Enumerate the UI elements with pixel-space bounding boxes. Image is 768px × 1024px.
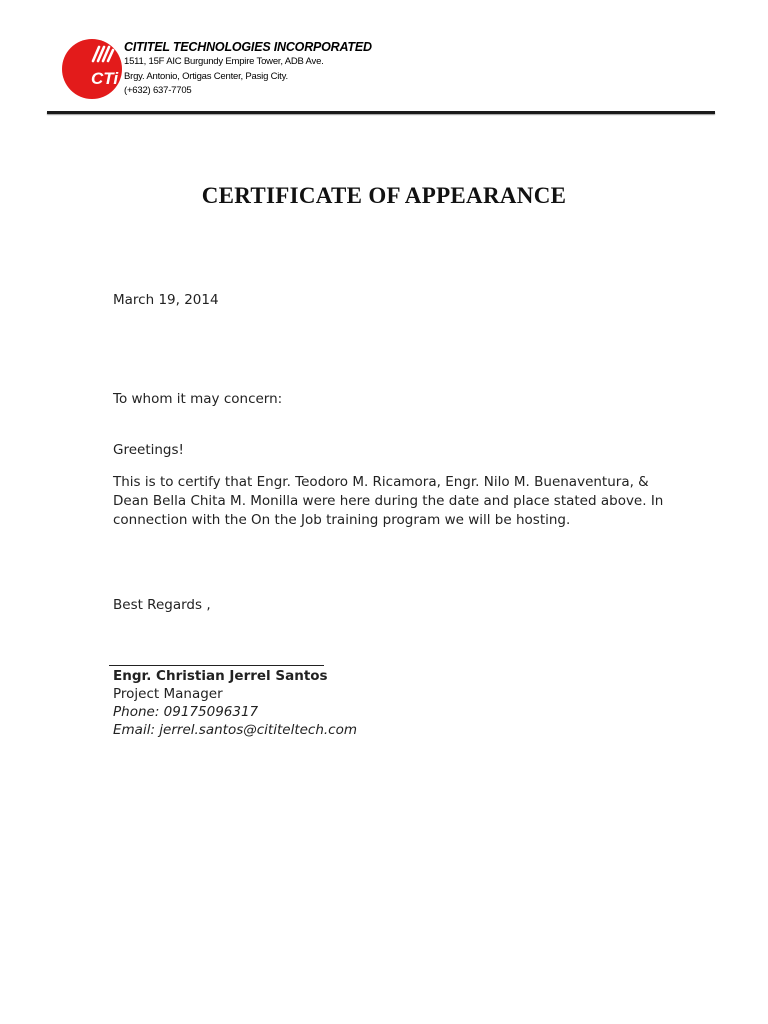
letter-greeting: Greetings! xyxy=(113,442,184,458)
letterhead-divider xyxy=(47,111,715,114)
company-phone: (+632) 637-7705 xyxy=(124,85,192,96)
signature-block xyxy=(113,667,357,739)
letter-date: March 19, 2014 xyxy=(113,292,219,308)
signatory-email[interactable]: Email: jerrel.santos@cititeltech.com xyxy=(113,722,358,738)
company-info xyxy=(124,39,372,99)
signatory-phone: Phone: 09175096317 xyxy=(113,704,259,720)
company-name: CITITEL TECHNOLOGIES INCORPORATED xyxy=(124,40,372,54)
logo-text: CTi xyxy=(91,69,119,88)
signature-line xyxy=(109,665,324,666)
cti-logo-icon xyxy=(61,38,123,100)
address-line-2: Brgy. Antonio, Ortigas Center, Pasig City. xyxy=(124,70,288,82)
signatory-name: Engr. Christian Jerrel Santos xyxy=(113,668,328,684)
letter-closing: Best Regards , xyxy=(113,597,211,613)
letter-salutation: To whom it may concern: xyxy=(113,391,283,407)
signatory-position: Project Manager xyxy=(113,686,223,702)
page-title: CERTIFICATE OF APPEARANCE xyxy=(201,183,567,208)
address-line-1: 1511, 15F AIC Burgundy Empire Tower, ADB Ave. xyxy=(124,56,324,67)
letter-body: This is to certify that Engr. Teodoro M. Ricamora, Engr. Nilo M. Buenaventura, & Dean Bella Chita M. Monilla were here during the date and place stated above. In connection with the On the Job training program we will be hosting. xyxy=(113,474,664,528)
